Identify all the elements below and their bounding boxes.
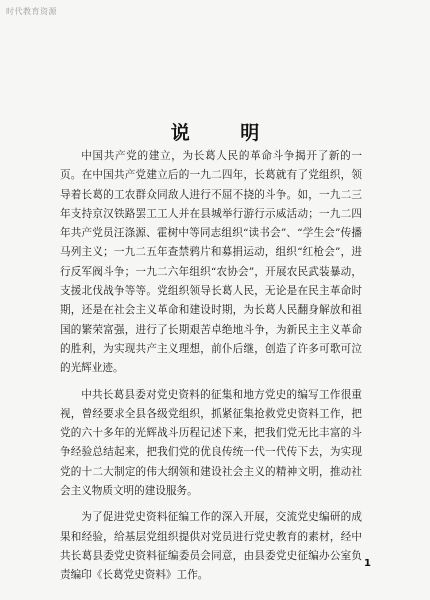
page-number: 1 [364, 558, 371, 569]
document-body [60, 147, 362, 593]
paragraph-county-committee: 中共长葛县委对党史资料的征集和地方党史的编写工作很重视，曾经要求全县各级党组织，抓紧征集抢救党史资料工作，把党的六十多年的光辉战斗历程记述下来，把我们党无比丰富的斗争经验总结起来，把我们党的优良传统一代一代传下去，为实现党的十二大制定的伟大纲领和建设社会主义的精神文明，推动社会主义物质文明的建设服务。 [60, 388, 362, 498]
paragraph-history: 中国共产党的建立，为长葛人民的革命斗争揭开了新的一页。在中国共产党建立后的一九二四年，长葛就有了党组织，领导着长葛的工农群众同敌人进行不屈不挠的斗争。如，一九二三年支持京汉铁路罢工工人并在县城举行游行示威活动；一九二四年共产党员汪涤源、霍树中等同志组织“读书会”、“学生会”传播马列主义；一九二五年查禁鸦片和募捐运动，组织“红枪会”，进行反军阀斗争；一九二六年组织“农协会”，开展农民武装暴动，支援北伐战争等等。党组织领导长葛人民，无论是在民主革命时期，还是在社会主义革命和建设时期，为长葛人民翻身解放和祖国的繁荣富强，进行了长期艰苦卓绝地斗争，为新民主主义革命的胜利，为实现共产主义理想，前仆后继，创造了许多可歌可泣的光辉业迹。 [60, 150, 362, 375]
page-title: 说 明 [170, 122, 282, 144]
paragraph-purpose: 为了促进党史资料征编工作的深入开展，交流党史编研的成果和经验，给基层党组织提供对党员进行党史教育的素材，经中共长葛县委党史资料征编委员会同意，由县委党史征编办公室负责编印《长葛党史资料》工作。 [60, 511, 362, 582]
watermark: 时代教育资源 [6, 7, 57, 16]
